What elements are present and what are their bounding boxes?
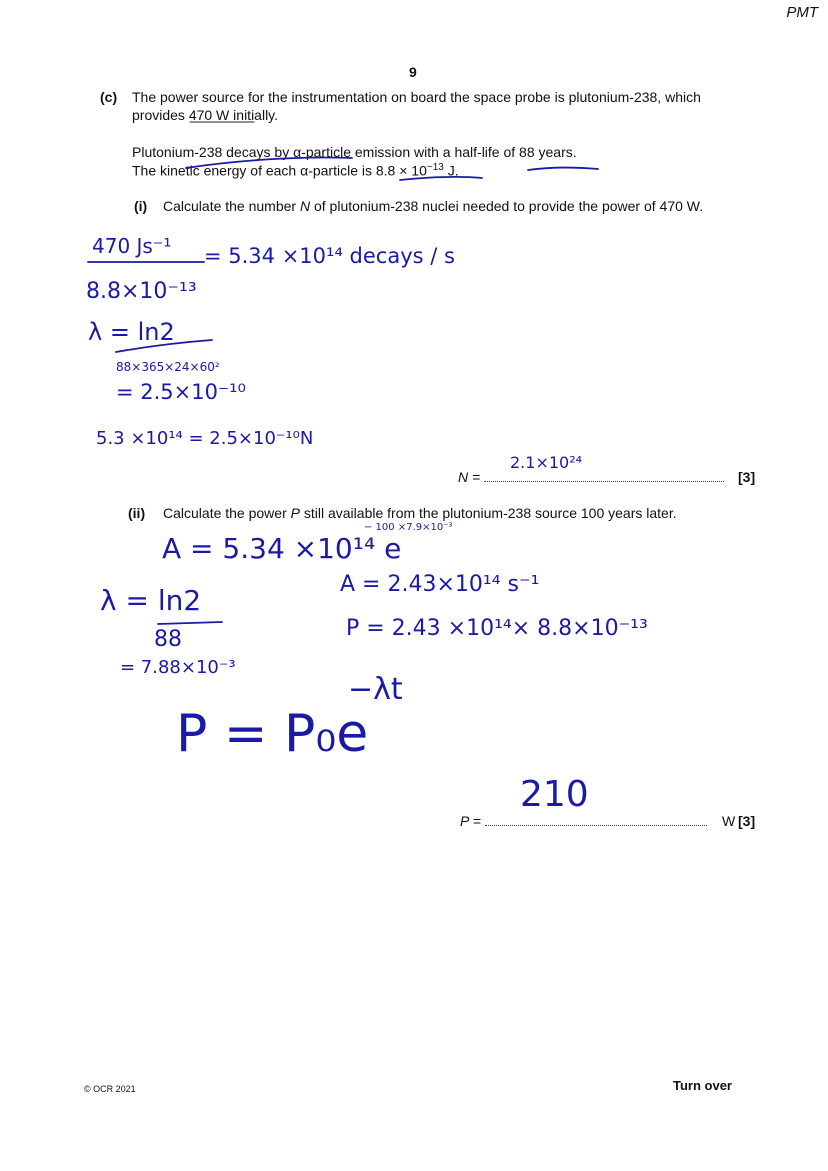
sub-ii-var: P xyxy=(290,505,300,521)
answer-p-label: P = xyxy=(460,813,485,829)
hw-ii-lambda: λ = ln2 xyxy=(100,584,202,617)
energy-value: 8.8 × 10 xyxy=(375,162,427,179)
hw-ii-answer: 210 xyxy=(520,774,589,815)
hw-ii-activity-exp: − 100 ×7.9×10⁻³ xyxy=(364,522,453,533)
pmt-label: PMT xyxy=(786,4,818,21)
hw-i-equals-value: = 5.34 ×10¹⁴ decays / s xyxy=(204,244,455,268)
pen-fraction-line-lambda-ii xyxy=(158,622,222,624)
sub-ii-text-b: still available from the plutonium-238 source 100 years later. xyxy=(299,505,677,521)
energy-text: The kinetic energy of each α-particle is xyxy=(132,162,376,179)
pen-underline-energy xyxy=(400,177,482,180)
turn-over: Turn over xyxy=(673,1078,732,1093)
hw-ii-lambda-denom: 88 xyxy=(154,627,182,652)
intro-line-1: The power source for the instrumentation on board the space probe is plutonium-238, which xyxy=(132,89,701,105)
hw-ii-formula-exp: −λt xyxy=(348,672,403,707)
hw-ii-lambda-value: = 7.88×10⁻³ xyxy=(120,657,236,678)
hw-ii-formula: P = P₀e xyxy=(176,704,369,764)
answer-n-label: N = xyxy=(458,469,485,485)
hw-i-ratio: 5.3 ×10¹⁴ = 2.5×10⁻¹⁰N xyxy=(96,428,314,449)
copyright: © OCR 2021 xyxy=(84,1084,136,1094)
sub-ii-label: (ii) xyxy=(128,505,146,521)
hw-i-lambda: λ = ln2 xyxy=(88,318,175,346)
answer-p-unit: W xyxy=(722,813,736,829)
energy-unit: J. xyxy=(443,162,459,179)
intro-text-b: initially. xyxy=(229,107,279,123)
hw-i-lambda-denom: 88×365×24×60² xyxy=(116,360,220,374)
hw-ii-activity-value: A = 2.43×10¹⁴ s⁻¹ xyxy=(340,572,540,597)
part-label: (c) xyxy=(100,89,118,105)
decay-text: Plutonium-238 decays by α-particle emission with a half-life of xyxy=(132,144,520,160)
marks-ii: [3] xyxy=(738,813,756,829)
energy-exponent: −13 xyxy=(426,162,444,173)
power-value: 470 W xyxy=(188,107,230,123)
pen-fraction-line-lambda-i xyxy=(116,340,212,352)
sub-i-text-a: Calculate the number xyxy=(163,198,300,214)
page-number: 9 xyxy=(409,64,417,80)
hw-i-lambda-value: = 2.5×10⁻¹⁰ xyxy=(116,380,246,404)
hw-i-answer: 2.1×10²⁴ xyxy=(510,453,583,472)
hw-i-numerator: 470 Js⁻¹ xyxy=(92,234,172,258)
pen-underline-halflife xyxy=(528,168,598,170)
sub-i-label: (i) xyxy=(134,198,148,214)
marks-i: [3] xyxy=(738,469,756,485)
hw-ii-activity: A = 5.34 ×10¹⁴ e xyxy=(162,532,402,565)
sub-i-text-b: of plutonium-238 nuclei needed to provide the power of 470 W. xyxy=(310,198,704,214)
sub-i-var: N xyxy=(299,198,311,214)
half-life-value: 88 years. xyxy=(519,144,577,160)
intro-text-a: provides xyxy=(132,107,189,123)
pen-underline-decay xyxy=(186,157,352,168)
hw-i-denominator: 8.8×10⁻¹³ xyxy=(86,279,197,304)
sub-ii-text-a: Calculate the power xyxy=(163,505,291,521)
hw-ii-power: P = 2.43 ×10¹⁴× 8.8×10⁻¹³ xyxy=(346,616,648,641)
